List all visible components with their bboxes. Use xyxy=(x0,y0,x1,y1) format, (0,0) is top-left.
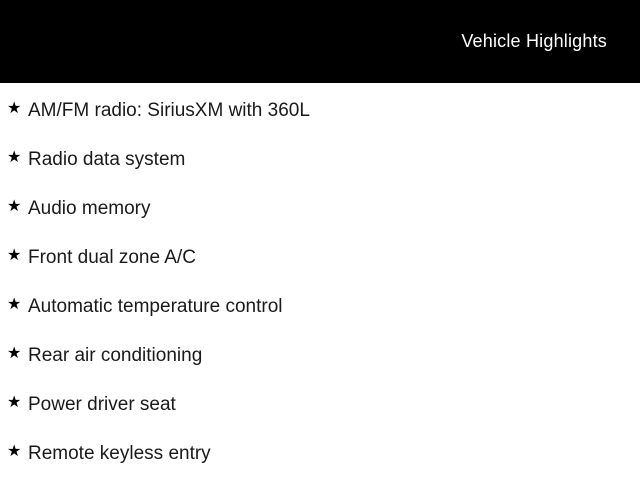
list-item xyxy=(0,331,640,380)
list-item xyxy=(0,233,640,282)
star-icon: ★ xyxy=(7,197,22,215)
list-item xyxy=(0,429,640,478)
list-item xyxy=(0,380,640,429)
star-icon: ★ xyxy=(7,344,22,362)
page-title: Vehicle Highlights xyxy=(461,31,607,51)
star-icon: ★ xyxy=(7,393,22,411)
list-item xyxy=(0,184,640,233)
header-bar xyxy=(0,0,640,83)
feature-list xyxy=(0,83,640,478)
star-icon: ★ xyxy=(7,295,22,313)
feature-label: Automatic temperature control xyxy=(28,296,283,317)
star-icon: ★ xyxy=(7,442,22,460)
feature-label: Rear air conditioning xyxy=(28,345,203,366)
feature-label: Front dual zone A/C xyxy=(28,247,196,268)
feature-label: Remote keyless entry xyxy=(28,443,211,464)
list-item xyxy=(0,86,640,135)
list-item xyxy=(0,135,640,184)
feature-label: Radio data system xyxy=(28,149,186,170)
feature-label: AM/FM radio: SiriusXM with 360L xyxy=(28,100,310,121)
feature-label: Power driver seat xyxy=(28,394,176,415)
list-item xyxy=(0,282,640,331)
star-icon: ★ xyxy=(7,246,22,264)
star-icon: ★ xyxy=(7,99,22,117)
star-icon: ★ xyxy=(7,148,22,166)
feature-label: Audio memory xyxy=(28,198,151,219)
